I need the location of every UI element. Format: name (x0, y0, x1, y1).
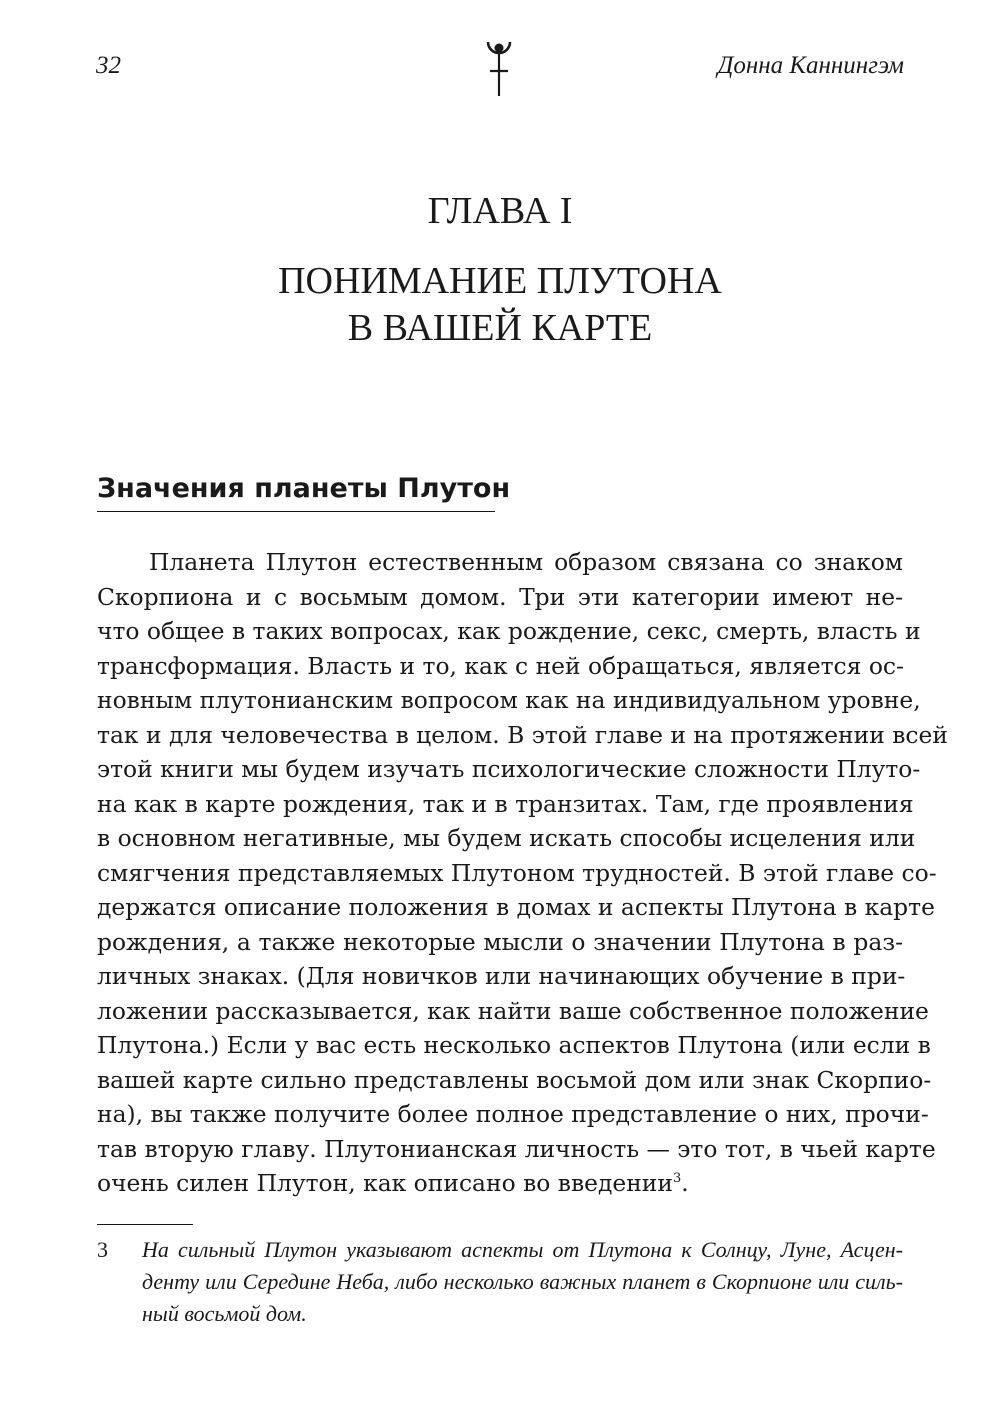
paragraph-line: Скорпиона и с восьмым домом. Три эти категории имеют не- (97, 582, 903, 611)
chapter-label: ГЛАВА I (427, 190, 573, 232)
paragraph-line: Планета Плутон естественным образом связана со знаком (149, 548, 903, 576)
paragraph-line: новным плутонианским вопросом как на индивидуальном уровне, (97, 686, 921, 714)
paragraph-line: в основном негативные, мы будем искать способы исцеления или (97, 824, 916, 852)
footnote-line: На сильный Плутон указывают аспекты от Плутона к Солнцу, Луне, Асцен- (142, 1237, 903, 1262)
footnote-divider (97, 1224, 193, 1225)
footnote-reference[interactable]: 3 (672, 1171, 682, 1187)
footnote-line: денту или Середине Неба, либо несколько важных планет в Скорпионе или силь- (142, 1269, 903, 1294)
footnote (97, 1234, 903, 1330)
paragraph-line: смягчения представляемых Плутоном трудностей. В этой главе со- (97, 858, 937, 887)
running-author: Донна Каннингэм (717, 52, 904, 79)
paragraph-line-text: очень силен Плутон, как описано во введении (97, 1169, 673, 1197)
chapter-title (0, 258, 1000, 352)
paragraph-line: вашей карте сильно представлены восьмой дом или знак Скорпио- (97, 1065, 932, 1094)
footnote-line: ный восьмой дом. (142, 1301, 307, 1326)
section-heading: Значения планеты Плутон (97, 472, 495, 512)
paragraph-line: на), вы также получите более полное представление о них, прочи- (97, 1100, 929, 1128)
paragraph-line: так и для человечества в целом. В этой главе и на протяжении всей (97, 720, 948, 749)
paragraph-line: на как в карте рождения, так и в транзитах. Там, где проявления (97, 789, 914, 818)
paragraph-line: трансформация. Власть и то, как с ней обращаться, является ос- (97, 651, 904, 680)
page-number: 32 (96, 52, 121, 79)
chapter-title-line: ПОНИМАНИЕ ПЛУТОНА (278, 260, 722, 302)
paragraph-line: личных знаках. (Для новичков или начинающих обучение в при- (97, 962, 906, 990)
paragraph-line: Плутона.) Если у вас есть несколько аспектов Плутона (или если в (97, 1031, 931, 1059)
paragraph-line: держатся описание положения в домах и аспекты Плутона в карте (97, 893, 935, 921)
footnote-number: 3 (97, 1237, 108, 1262)
paragraph-line: рождения, а также некоторые мысли о значении Плутона в раз- (97, 927, 903, 956)
paragraph-line: очень силен Плутон, как описано во введении$^3$. (97, 1169, 689, 1197)
paragraph-line: этой книги мы будем изучать психологические сложности Плуто- (97, 755, 921, 783)
pluto-symbol-icon (484, 38, 514, 98)
chapter-title-line: В ВАШЕЙ КАРТЕ (347, 307, 653, 349)
paragraph-line: ложении рассказывается, как найти ваше собственное положение (97, 996, 929, 1025)
paragraph-line: что общее в таких вопросах, как рождение, секс, смерть, власть и (97, 617, 921, 645)
body-paragraph (97, 545, 948, 1201)
paragraph-line: тав вторую главу. Плутонианская личность — это тот, в чьей карте (97, 1134, 936, 1163)
